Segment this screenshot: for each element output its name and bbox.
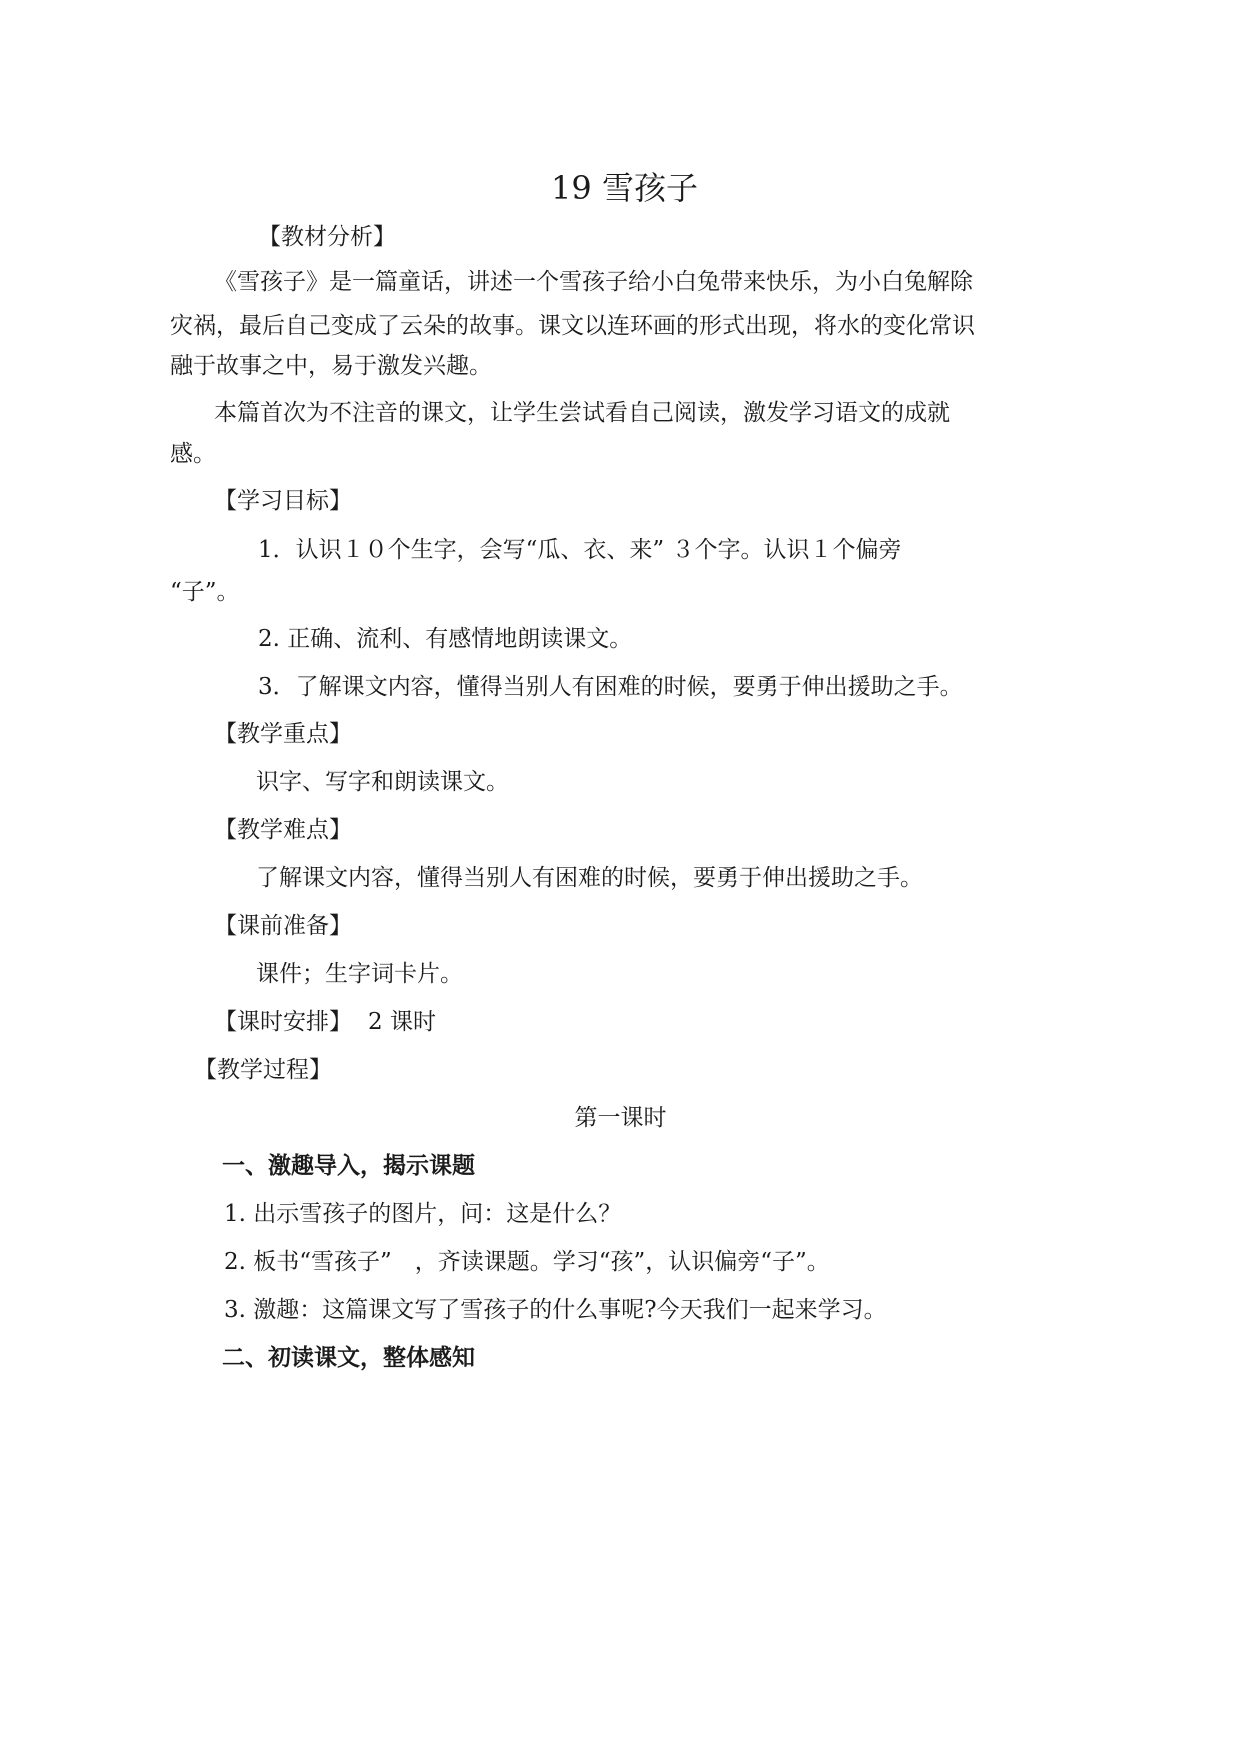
step-1-item-2: 2. 板书“雪孩子” ，齐读课题。学习“孩”，认识偏旁“子”。 (224, 1249, 830, 1275)
goal-1-line-1: 1．认识１０个生字，会写“瓜、衣、来” ３个字。认识１个偏旁 (258, 537, 902, 563)
analysis-paragraph-1-line-1: 《雪孩子》是一篇童话，讲述一个雪孩子给小白兔带来快乐，为小白兔解除 (214, 269, 973, 295)
step-2-heading: 二、初读课文，整体感知 (222, 1344, 475, 1371)
focus-text: 识字、写字和朗读课文。 (256, 769, 509, 795)
step-1-heading: 一、激趣导入，揭示课题 (222, 1152, 475, 1179)
goal-1-line-2: “子”。 (170, 579, 240, 605)
step-1-item-1: 1. 出示雪孩子的图片，问：这是什么？ (224, 1201, 622, 1227)
goal-3: 3．了解课文内容，懂得当别人有困难的时候，要勇于伸出援助之手。 (258, 674, 963, 700)
page-title: 19 雪孩子 (551, 169, 698, 207)
analysis-heading: 【教材分析】 (258, 224, 396, 250)
focus-heading: 【教学重点】 (214, 721, 352, 747)
lesson-1-label: 第一课时 (574, 1105, 667, 1131)
schedule-text: 2 课时 (368, 1009, 436, 1035)
process-heading: 【教学过程】 (194, 1057, 332, 1083)
analysis-paragraph-2-line-1: 本篇首次为不注音的课文，让学生尝试看自己阅读，激发学习语文的成就 (214, 400, 950, 426)
step-1-item-3: 3. 激趣：这篇课文写了雪孩子的什么事呢?今天我们一起来学习。 (224, 1297, 887, 1323)
goals-heading: 【学习目标】 (214, 488, 352, 514)
analysis-paragraph-2-line-2: 感。 (170, 441, 216, 467)
prep-heading: 【课前准备】 (214, 913, 352, 939)
schedule-heading: 【课时安排】 (214, 1009, 352, 1035)
prep-text: 课件；生字词卡片。 (256, 961, 463, 987)
difficulty-text: 了解课文内容，懂得当别人有困难的时候，要勇于伸出援助之手。 (256, 865, 923, 891)
analysis-paragraph-1-line-2: 灾祸，最后自己变成了云朵的故事。课文以连环画的形式出现，将水的变化常识 (170, 313, 975, 339)
analysis-paragraph-1-line-3: 融于故事之中，易于激发兴趣。 (170, 353, 492, 379)
goal-2: 2. 正确、流利、有感情地朗读课文。 (258, 626, 633, 652)
difficulty-heading: 【教学难点】 (214, 817, 352, 843)
